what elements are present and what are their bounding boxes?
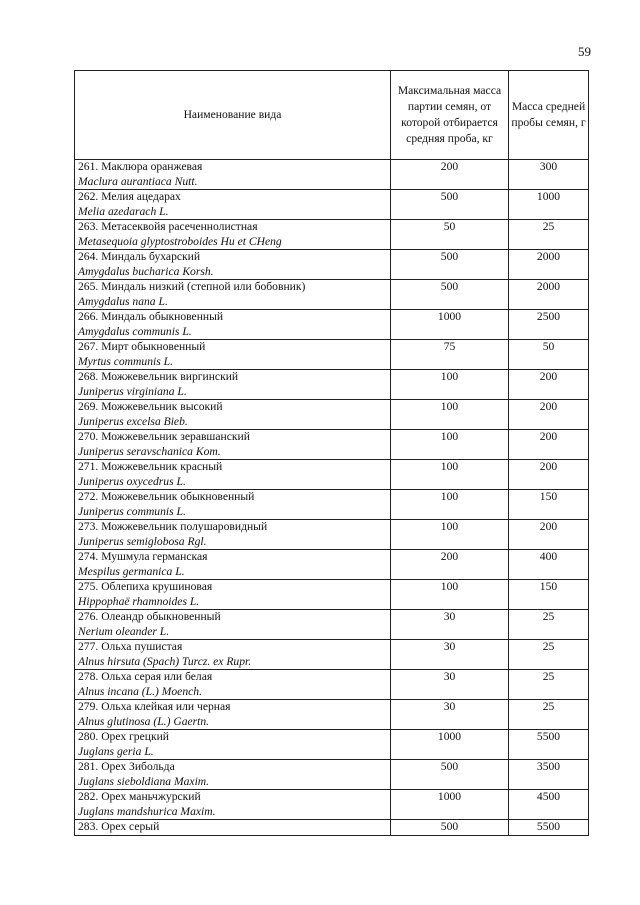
species-latin-name: Maclura aurantiaca Nutt.	[78, 174, 198, 188]
species-russian-name: 278. Ольха серая или белая	[78, 670, 213, 683]
species-russian-name: 280. Орех грецкий	[78, 730, 169, 743]
max-lot-mass-cell: 500	[391, 280, 509, 310]
max-lot-mass-cell: 500	[391, 190, 509, 220]
max-lot-mass-cell: 30	[391, 640, 509, 670]
sample-mass-cell: 2500	[509, 310, 589, 340]
table-row	[75, 490, 589, 520]
species-latin-name: Juglans geria L.	[78, 744, 154, 758]
table-row	[75, 520, 589, 550]
table-row	[75, 820, 589, 836]
species-latin-name: Juniperus seravschanica Kom.	[78, 444, 221, 458]
max-lot-mass-cell: 1000	[391, 310, 509, 340]
sample-mass-cell: 200	[509, 460, 589, 490]
max-lot-mass-cell: 30	[391, 610, 509, 640]
species-russian-name: 270. Можжевельник зеравшанский	[78, 430, 250, 443]
max-lot-mass-cell: 200	[391, 160, 509, 190]
species-cell	[75, 820, 391, 836]
page-number: 59	[578, 44, 591, 59]
sample-mass-cell: 25	[509, 640, 589, 670]
table-row	[75, 250, 589, 280]
species-cell	[75, 340, 391, 370]
max-lot-mass-cell: 100	[391, 430, 509, 460]
sample-mass-cell: 25	[509, 610, 589, 640]
max-lot-mass-cell: 500	[391, 760, 509, 790]
table-row	[75, 610, 589, 640]
sample-mass-cell: 25	[509, 700, 589, 730]
table-row	[75, 580, 589, 610]
table-row	[75, 310, 589, 340]
max-lot-mass-cell: 200	[391, 550, 509, 580]
sample-mass-cell: 200	[509, 370, 589, 400]
species-russian-name: 261. Маклюра оранжевая	[78, 160, 203, 173]
sample-mass-cell: 2000	[509, 250, 589, 280]
species-russian-name: 271. Можжевельник красный	[78, 460, 223, 473]
sample-mass-cell: 300	[509, 160, 589, 190]
species-latin-name: Juglans mandshurica Maxim.	[78, 804, 216, 818]
species-cell	[75, 550, 391, 580]
species-russian-name: 264. Миндаль бухарский	[78, 250, 201, 263]
sample-mass-cell: 5500	[509, 820, 589, 836]
max-lot-mass-cell: 100	[391, 460, 509, 490]
species-cell	[75, 640, 391, 670]
species-russian-name: 275. Облепиха крушиновая	[78, 580, 213, 593]
max-lot-mass-cell: 30	[391, 670, 509, 700]
species-cell	[75, 250, 391, 280]
species-cell	[75, 790, 391, 820]
table-row	[75, 550, 589, 580]
sample-mass-cell: 150	[509, 580, 589, 610]
species-russian-name: 282. Орех маньчжурский	[78, 790, 201, 803]
sample-mass-cell: 400	[509, 550, 589, 580]
species-russian-name: 279. Ольха клейкая или черная	[78, 700, 231, 713]
species-latin-name: Alnus hirsuta (Spach) Turcz. ex Rupr.	[78, 654, 252, 668]
species-cell	[75, 670, 391, 700]
sample-mass-cell: 200	[509, 430, 589, 460]
species-russian-name: 269. Можжевельник высокий	[78, 400, 223, 413]
table-row	[75, 220, 589, 250]
table-row	[75, 280, 589, 310]
sample-mass-cell: 200	[509, 520, 589, 550]
species-cell	[75, 220, 391, 250]
species-latin-name: Myrtus communis L.	[78, 354, 174, 368]
species-cell	[75, 580, 391, 610]
species-latin-name: Amygdalus nana L.	[78, 294, 168, 308]
species-russian-name: 267. Мирт обыкновенный	[78, 340, 206, 353]
table-row	[75, 790, 589, 820]
species-russian-name: 283. Орех серый	[78, 820, 160, 833]
species-russian-name: 272. Можжевельник обыкновенный	[78, 490, 255, 503]
max-lot-mass-cell: 100	[391, 400, 509, 430]
max-lot-mass-cell: 50	[391, 220, 509, 250]
species-russian-name: 262. Мелия ацедарах	[78, 190, 181, 203]
max-lot-mass-cell: 1000	[391, 730, 509, 760]
header-species-name: Наименование вида	[75, 71, 391, 160]
species-latin-name: Juniperus excelsa Bieb.	[78, 414, 188, 428]
species-russian-name: 273. Можжевельник полушаровидный	[78, 520, 268, 533]
max-lot-mass-cell: 500	[391, 820, 509, 836]
species-russian-name: 263. Метасеквойя расеченнолистная	[78, 220, 258, 233]
species-cell	[75, 310, 391, 340]
species-russian-name: 277. Ольха пушистая	[78, 640, 183, 653]
species-latin-name: Alnus glutinosa (L.) Gaertn.	[78, 714, 210, 728]
species-cell	[75, 430, 391, 460]
species-russian-name: 274. Мушмула германская	[78, 550, 208, 563]
table-header-row	[75, 71, 589, 160]
table-row	[75, 670, 589, 700]
species-cell	[75, 460, 391, 490]
species-cell	[75, 160, 391, 190]
max-lot-mass-cell: 100	[391, 580, 509, 610]
species-russian-name: 268. Можжевельник виргинский	[78, 370, 239, 383]
header-sample-mass: Масса средней пробы семян, г	[509, 71, 589, 160]
species-cell	[75, 490, 391, 520]
species-latin-name: Hippophaë rhamnoides L.	[78, 594, 200, 608]
sample-mass-cell: 150	[509, 490, 589, 520]
table-row	[75, 700, 589, 730]
header-max-lot-mass: Максимальная масса партии семян, от которой отбирается средняя проба, кг	[391, 71, 509, 160]
species-cell	[75, 280, 391, 310]
max-lot-mass-cell: 100	[391, 520, 509, 550]
sample-mass-cell: 5500	[509, 730, 589, 760]
species-cell	[75, 700, 391, 730]
species-russian-name: 281. Орех Зибольда	[78, 760, 175, 773]
species-latin-name: Juglans sieboldiana Maxim.	[78, 774, 210, 788]
species-latin-name: Mespilus germanica L.	[78, 564, 185, 578]
sample-mass-cell: 50	[509, 340, 589, 370]
max-lot-mass-cell: 75	[391, 340, 509, 370]
species-cell	[75, 370, 391, 400]
species-latin-name: Juniperus virginiana L.	[78, 384, 187, 398]
sample-mass-cell: 2000	[509, 280, 589, 310]
table-row	[75, 160, 589, 190]
species-latin-name: Alnus incana (L.) Moench.	[78, 684, 202, 698]
sample-mass-cell: 25	[509, 220, 589, 250]
species-cell	[75, 400, 391, 430]
species-latin-name: Juniperus semiglobosa Rgl.	[78, 534, 207, 548]
table-row	[75, 430, 589, 460]
table-row	[75, 400, 589, 430]
species-russian-name: 276. Олеандр обыкновенный	[78, 610, 221, 623]
species-latin-name: Amygdalus bucharica Korsh.	[78, 264, 214, 278]
species-latin-name: Juniperus oxycedrus L.	[78, 474, 186, 488]
species-cell	[75, 610, 391, 640]
sample-mass-cell: 25	[509, 670, 589, 700]
max-lot-mass-cell: 30	[391, 700, 509, 730]
sample-mass-cell: 1000	[509, 190, 589, 220]
table-row	[75, 640, 589, 670]
max-lot-mass-cell: 500	[391, 250, 509, 280]
species-cell	[75, 760, 391, 790]
species-latin-name: Nerium oleander L.	[78, 624, 170, 638]
max-lot-mass-cell: 100	[391, 490, 509, 520]
seed-sampling-table	[74, 70, 589, 836]
species-russian-name: 265. Миндаль низкий (степной или бобовник)	[78, 280, 306, 293]
species-cell	[75, 520, 391, 550]
max-lot-mass-cell: 100	[391, 370, 509, 400]
species-cell	[75, 190, 391, 220]
table-row	[75, 370, 589, 400]
table-row	[75, 190, 589, 220]
sample-mass-cell: 4500	[509, 790, 589, 820]
table-row	[75, 730, 589, 760]
species-latin-name: Metasequoia glyptostroboides Hu et CHeng	[78, 234, 282, 248]
species-russian-name: 266. Миндаль обыкновенный	[78, 310, 224, 323]
sample-mass-cell: 3500	[509, 760, 589, 790]
sample-mass-cell: 200	[509, 400, 589, 430]
table-row	[75, 760, 589, 790]
species-cell	[75, 730, 391, 760]
species-latin-name: Juniperus communis L.	[78, 504, 186, 518]
species-latin-name: Amygdalus communis L.	[78, 324, 192, 338]
species-latin-name: Melia azedarach L.	[78, 204, 169, 218]
table-row	[75, 460, 589, 490]
table-row	[75, 340, 589, 370]
max-lot-mass-cell: 1000	[391, 790, 509, 820]
